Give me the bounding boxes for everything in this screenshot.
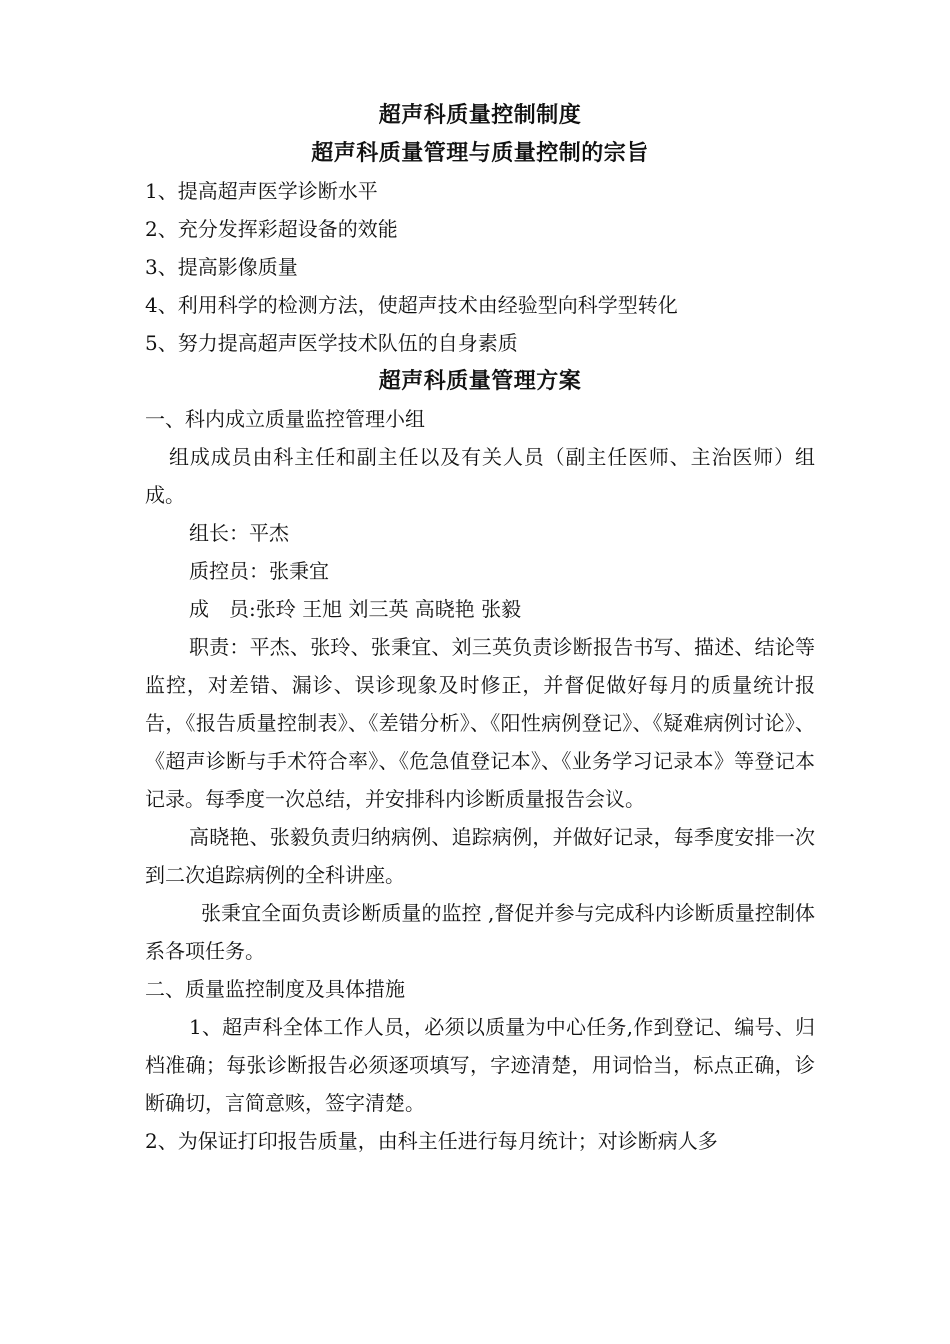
duty-paragraph-3: 张秉宜全面负责诊断质量的监控 ,督促并参与完成科内诊断质量控制体系各项任务。	[145, 901, 815, 963]
group-members: 成 员:张玲 王旭 刘三英 高晓艳 张毅	[189, 597, 522, 621]
document-body	[145, 96, 815, 1160]
measure-paragraph-1: 1、超声科全体工作人员，必须以质量为中心任务,作到登记、编号、归档准确；每张诊断报告必须逐项填写，字迹清楚，用词恰当，标点正确，诊断确切，言简意赅，签字清楚。	[145, 1015, 815, 1115]
section2-heading: 二、质量监控制度及具体措施	[145, 977, 405, 1001]
document-title: 超声科质量控制制度	[378, 102, 582, 128]
qc-officer: 质控员：张秉宜	[189, 559, 329, 583]
duty-paragraph-2: 高晓艳、张毅负责归纳病例、追踪病例，并做好记录，每季度安排一次到二次追踪病例的全科讲座。	[145, 825, 815, 887]
plan-heading: 超声科质量管理方案	[378, 368, 582, 394]
measure-paragraph-2: 2、为保证打印报告质量，由科主任进行每月统计；对诊断病人多	[145, 1129, 718, 1153]
purpose-item: 1、提高超声医学诊断水平	[145, 179, 378, 203]
section1-heading: 一、科内成立质量监控管理小组	[145, 407, 425, 431]
group-leader: 组长：平杰	[189, 521, 289, 545]
purpose-item: 2、充分发挥彩超设备的效能	[145, 217, 398, 241]
section1-intro: 组成成员由科主任和副主任以及有关人员（副主任医师、主治医师）组成。	[145, 445, 815, 507]
duty-paragraph-1: 职责：平杰、张玲、张秉宜、刘三英负责诊断报告书写、描述、结论等监控，对差错、漏诊、误诊现象及时修正，并督促做好每月的质量统计报告，《报告质量控制表》、《差错分析》、《阳性病例登记》、《疑难病例讨论》、《超声诊断与手术符合率》、《危急值登记本》、《业务学习记录本》等登记本记录。每季度一次总结，并安排科内诊断质量报告会议。	[145, 635, 815, 811]
purpose-item: 4、利用科学的检测方法，使超声技术由经验型向科学型转化	[145, 293, 678, 317]
purpose-heading: 超声科质量管理与质量控制的宗旨	[311, 140, 649, 166]
purpose-item: 5、努力提高超声医学技术队伍的自身素质	[145, 331, 518, 355]
purpose-item: 3、提高影像质量	[145, 255, 298, 279]
